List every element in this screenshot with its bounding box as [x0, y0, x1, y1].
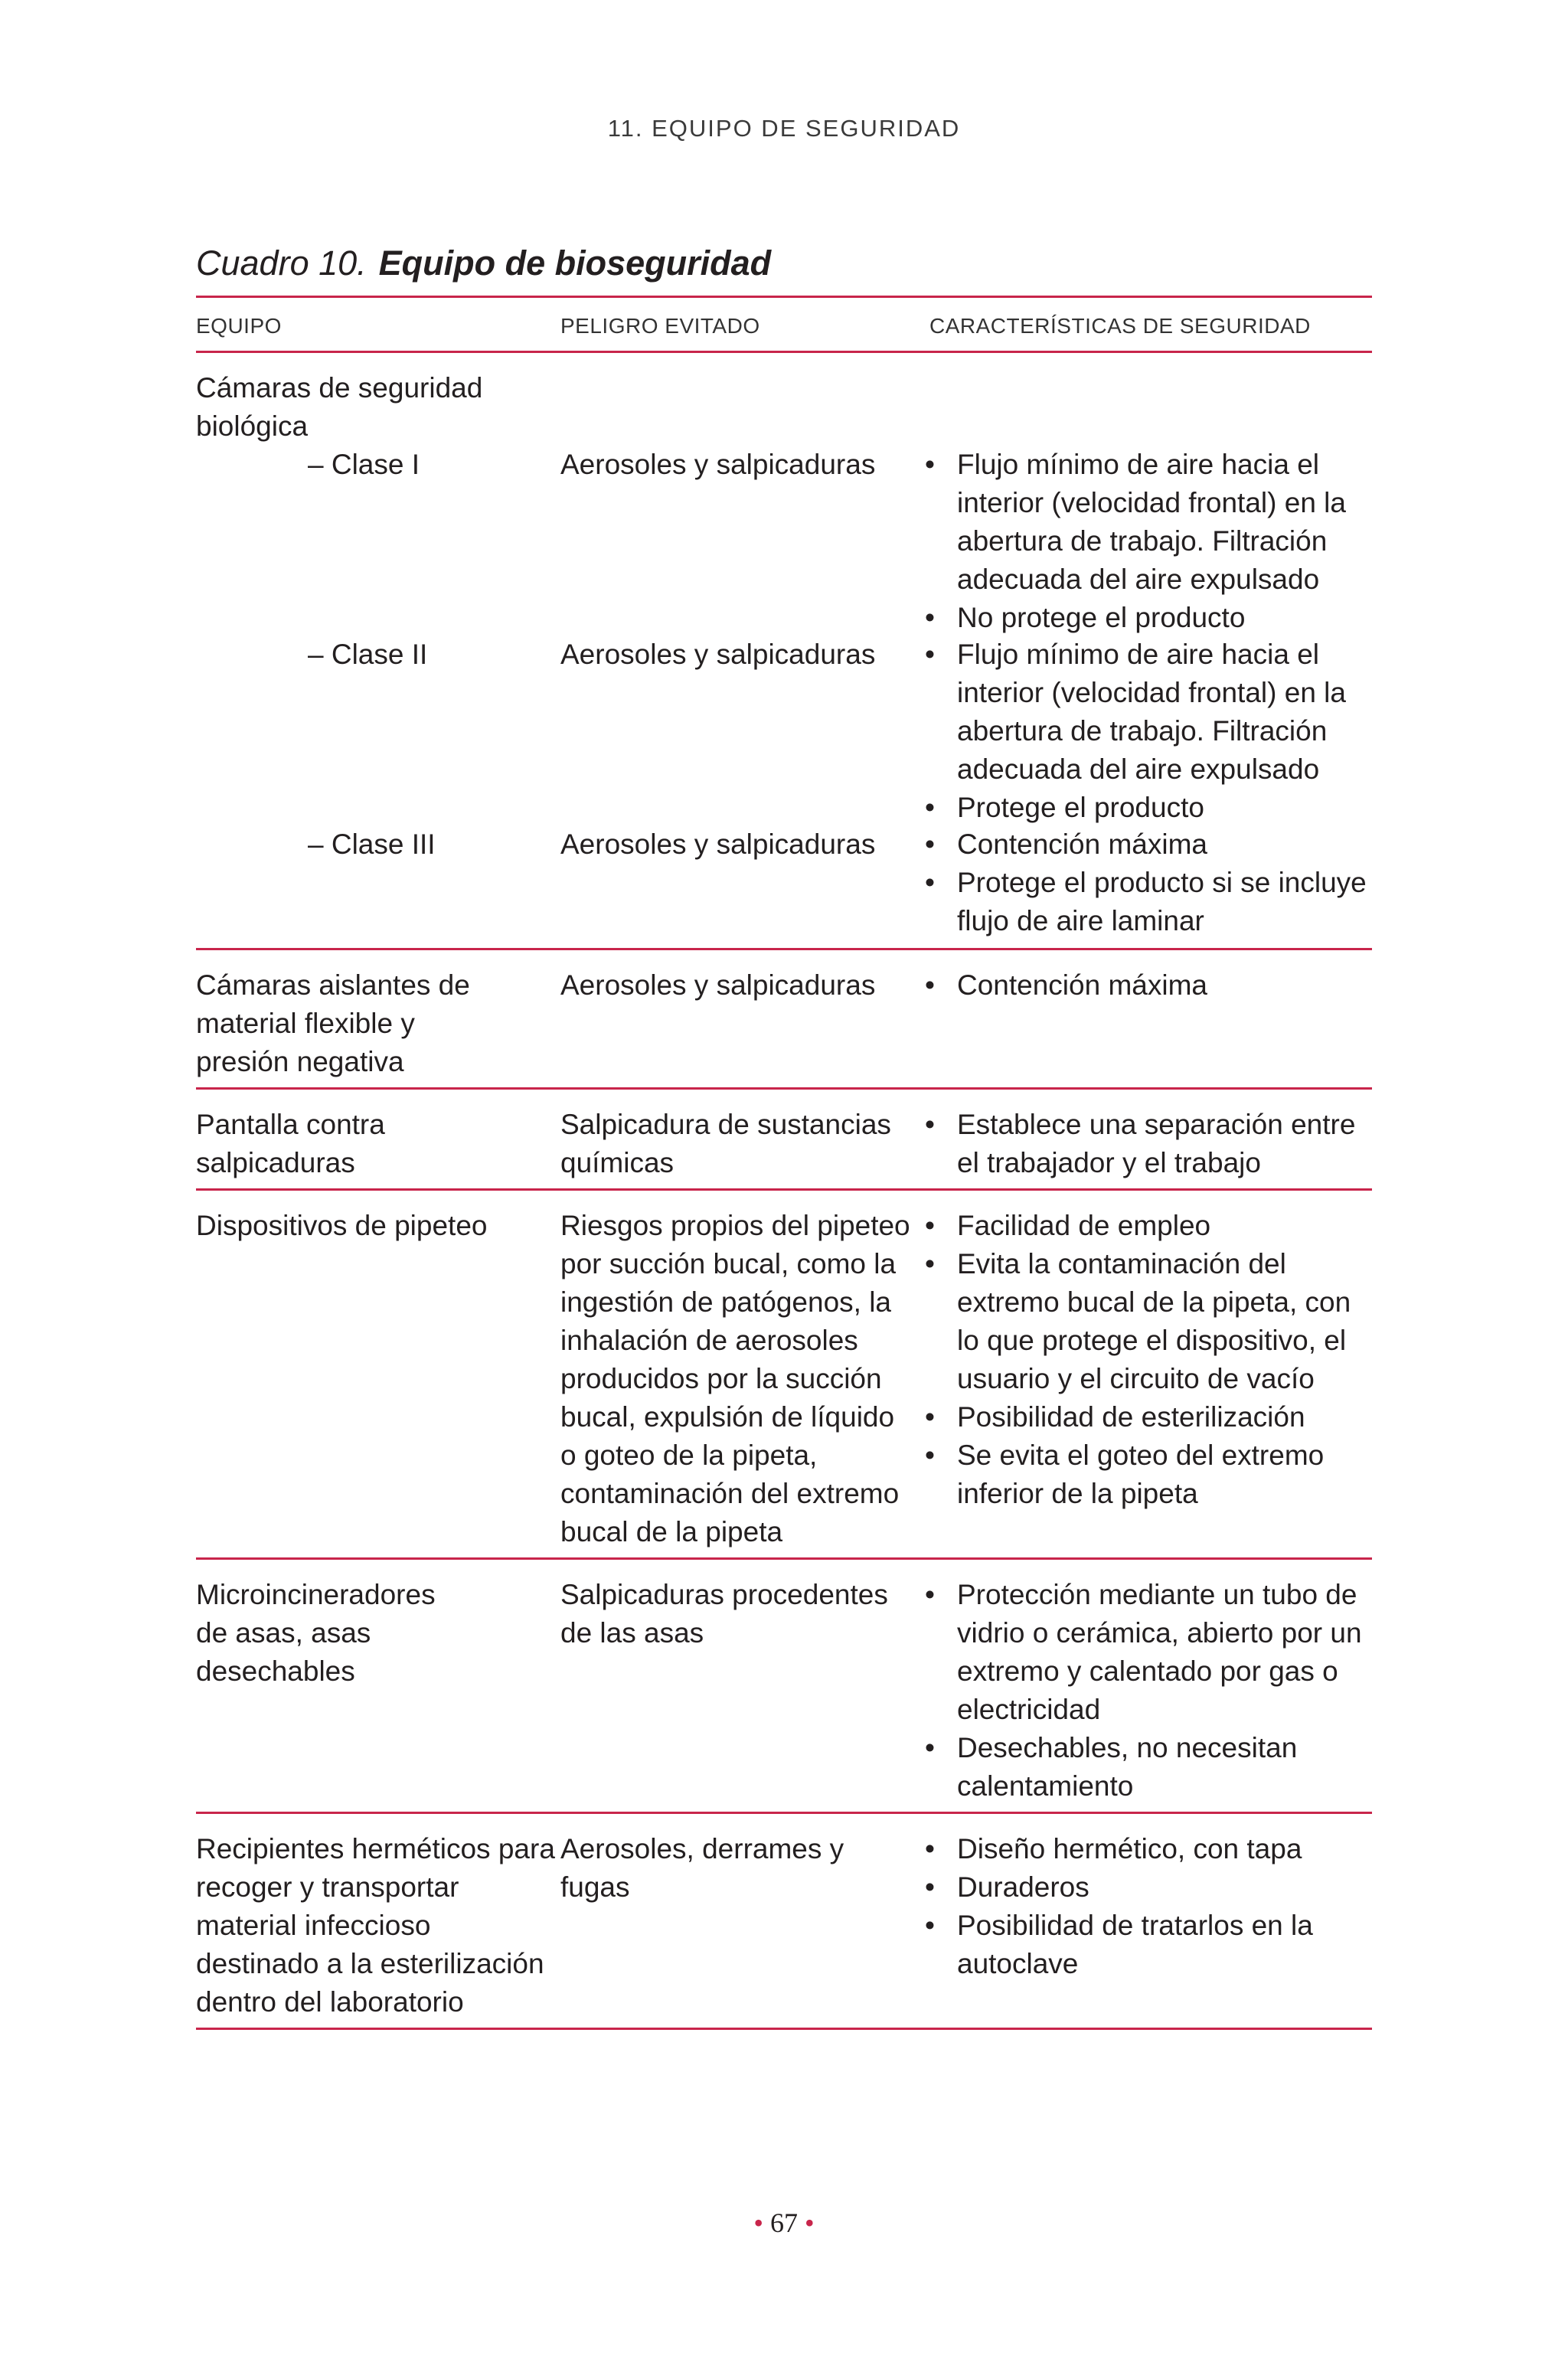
list-item: • Contención máxima [916, 966, 1375, 1005]
row-3-peligro: Riesgos propios del pipeteo por succión bucal, como la ingestión de patógenos, la inhalación de aerosoles producidos por la succión bucal, expulsión de líquido o goteo de la pipeta, contaminación del extremo bucal de la pipeta [560, 1210, 910, 1547]
list-item: • Flujo mínimo de aire hacia el interior (velocidad frontal) en la abertura de trabajo. Filtración adecuada del aire expulsado [916, 636, 1375, 789]
row-rule [196, 1812, 1372, 1814]
row-1-equipo: Cámaras aislantes de material flexible y presión negativa [196, 969, 470, 1077]
list-item: • Establece una separación entre el trabajador y el trabajo [916, 1106, 1375, 1182]
header-caracteristicas: CARACTERÍSTICAS DE SEGURIDAD [929, 314, 1311, 338]
row-rule [196, 1188, 1372, 1191]
list-item: • Protege el producto si se incluye flujo de aire laminar [916, 864, 1375, 940]
row-1-features [916, 966, 1375, 1005]
row-3-equipo: Dispositivos de pipeteo [196, 1210, 488, 1241]
list-item: • Diseño hermético, con tapa [916, 1830, 1375, 1868]
row-4-features [916, 1576, 1375, 1806]
list-item: • Desechables, no necesitan calentamiento [916, 1729, 1375, 1806]
list-item: • Flujo mínimo de aire hacia el interior (velocidad frontal) en la abertura de trabajo. Filtración adecuada del aire expulsado [916, 446, 1375, 599]
row-2-features [916, 1106, 1375, 1182]
running-head: 11. EQUIPO DE SEGURIDAD [607, 115, 961, 142]
table-title [196, 243, 771, 283]
row-5-equipo: Recipientes herméticos para recoger y transportar material infeccioso destinado a la esterilización dentro del laboratorio [196, 1833, 555, 2018]
clase-3-label: – Clase III [308, 828, 436, 860]
bullet-icon: • [753, 2208, 763, 2238]
list-item: • Protección mediante un tubo de vidrio o cerámica, abierto por un extremo y calentado por gas o electricidad [916, 1576, 1375, 1729]
row-5-peligro: Aerosoles, derrames y fugas [560, 1833, 844, 1903]
row-4-peligro: Salpicaduras procedentes de las asas [560, 1579, 888, 1649]
header-equipo: EQUIPO [196, 314, 282, 338]
row-rule [196, 1557, 1372, 1560]
row-2-equipo: Pantalla contra salpicaduras [196, 1109, 385, 1178]
page-number-value: 67 [770, 2208, 798, 2238]
clase-1-label: – Clase I [308, 449, 420, 480]
equipo-camaras-seguridad: Cámaras de seguridad biológica [196, 372, 483, 442]
list-item: • Posibilidad de esterilización [916, 1398, 1375, 1436]
row-4-equipo: Microincineradores de asas, asas desechables [196, 1579, 436, 1687]
row-2-peligro: Salpicadura de sustancias químicas [560, 1109, 891, 1178]
table-title-prefix: Cuadro 10. [196, 243, 367, 283]
header-peligro: PELIGRO EVITADO [560, 314, 760, 338]
row-rule [196, 1087, 1372, 1090]
table-title-name: Equipo de bioseguridad [378, 243, 772, 283]
clase-1-features [916, 446, 1375, 637]
list-item: • Evita la contaminación del extremo bucal de la pipeta, con lo que protege el dispositivo, el usuario y el circuito de vacío [916, 1245, 1375, 1398]
list-item: • Facilidad de empleo [916, 1207, 1375, 1245]
bullet-icon: • [805, 2208, 815, 2238]
row-1-peligro: Aerosoles y salpicaduras [560, 969, 876, 1001]
table-bottom-rule [196, 2028, 1372, 2030]
list-item: • Contención máxima [916, 825, 1375, 864]
clase-2-label: – Clase II [308, 639, 428, 670]
clase-3-peligro: Aerosoles y salpicaduras [560, 828, 876, 860]
list-item: • No protege el producto [916, 599, 1375, 637]
clase-3-features [916, 825, 1375, 940]
clase-2-features [916, 636, 1375, 827]
clase-2-peligro: Aerosoles y salpicaduras [560, 639, 876, 670]
list-item: • Protege el producto [916, 789, 1375, 827]
header-rule [196, 351, 1372, 353]
row-5-features [916, 1830, 1375, 1983]
row-3-features [916, 1207, 1375, 1513]
list-item: • Duraderos [916, 1868, 1375, 1907]
list-item: • Posibilidad de tratarlos en la autoclave [916, 1907, 1375, 1983]
row-rule [196, 948, 1372, 950]
clase-1-peligro: Aerosoles y salpicaduras [560, 449, 876, 480]
list-item: • Se evita el goteo del extremo inferior de la pipeta [916, 1436, 1375, 1513]
page-number [0, 2207, 1568, 2239]
table-top-rule [196, 296, 1372, 298]
